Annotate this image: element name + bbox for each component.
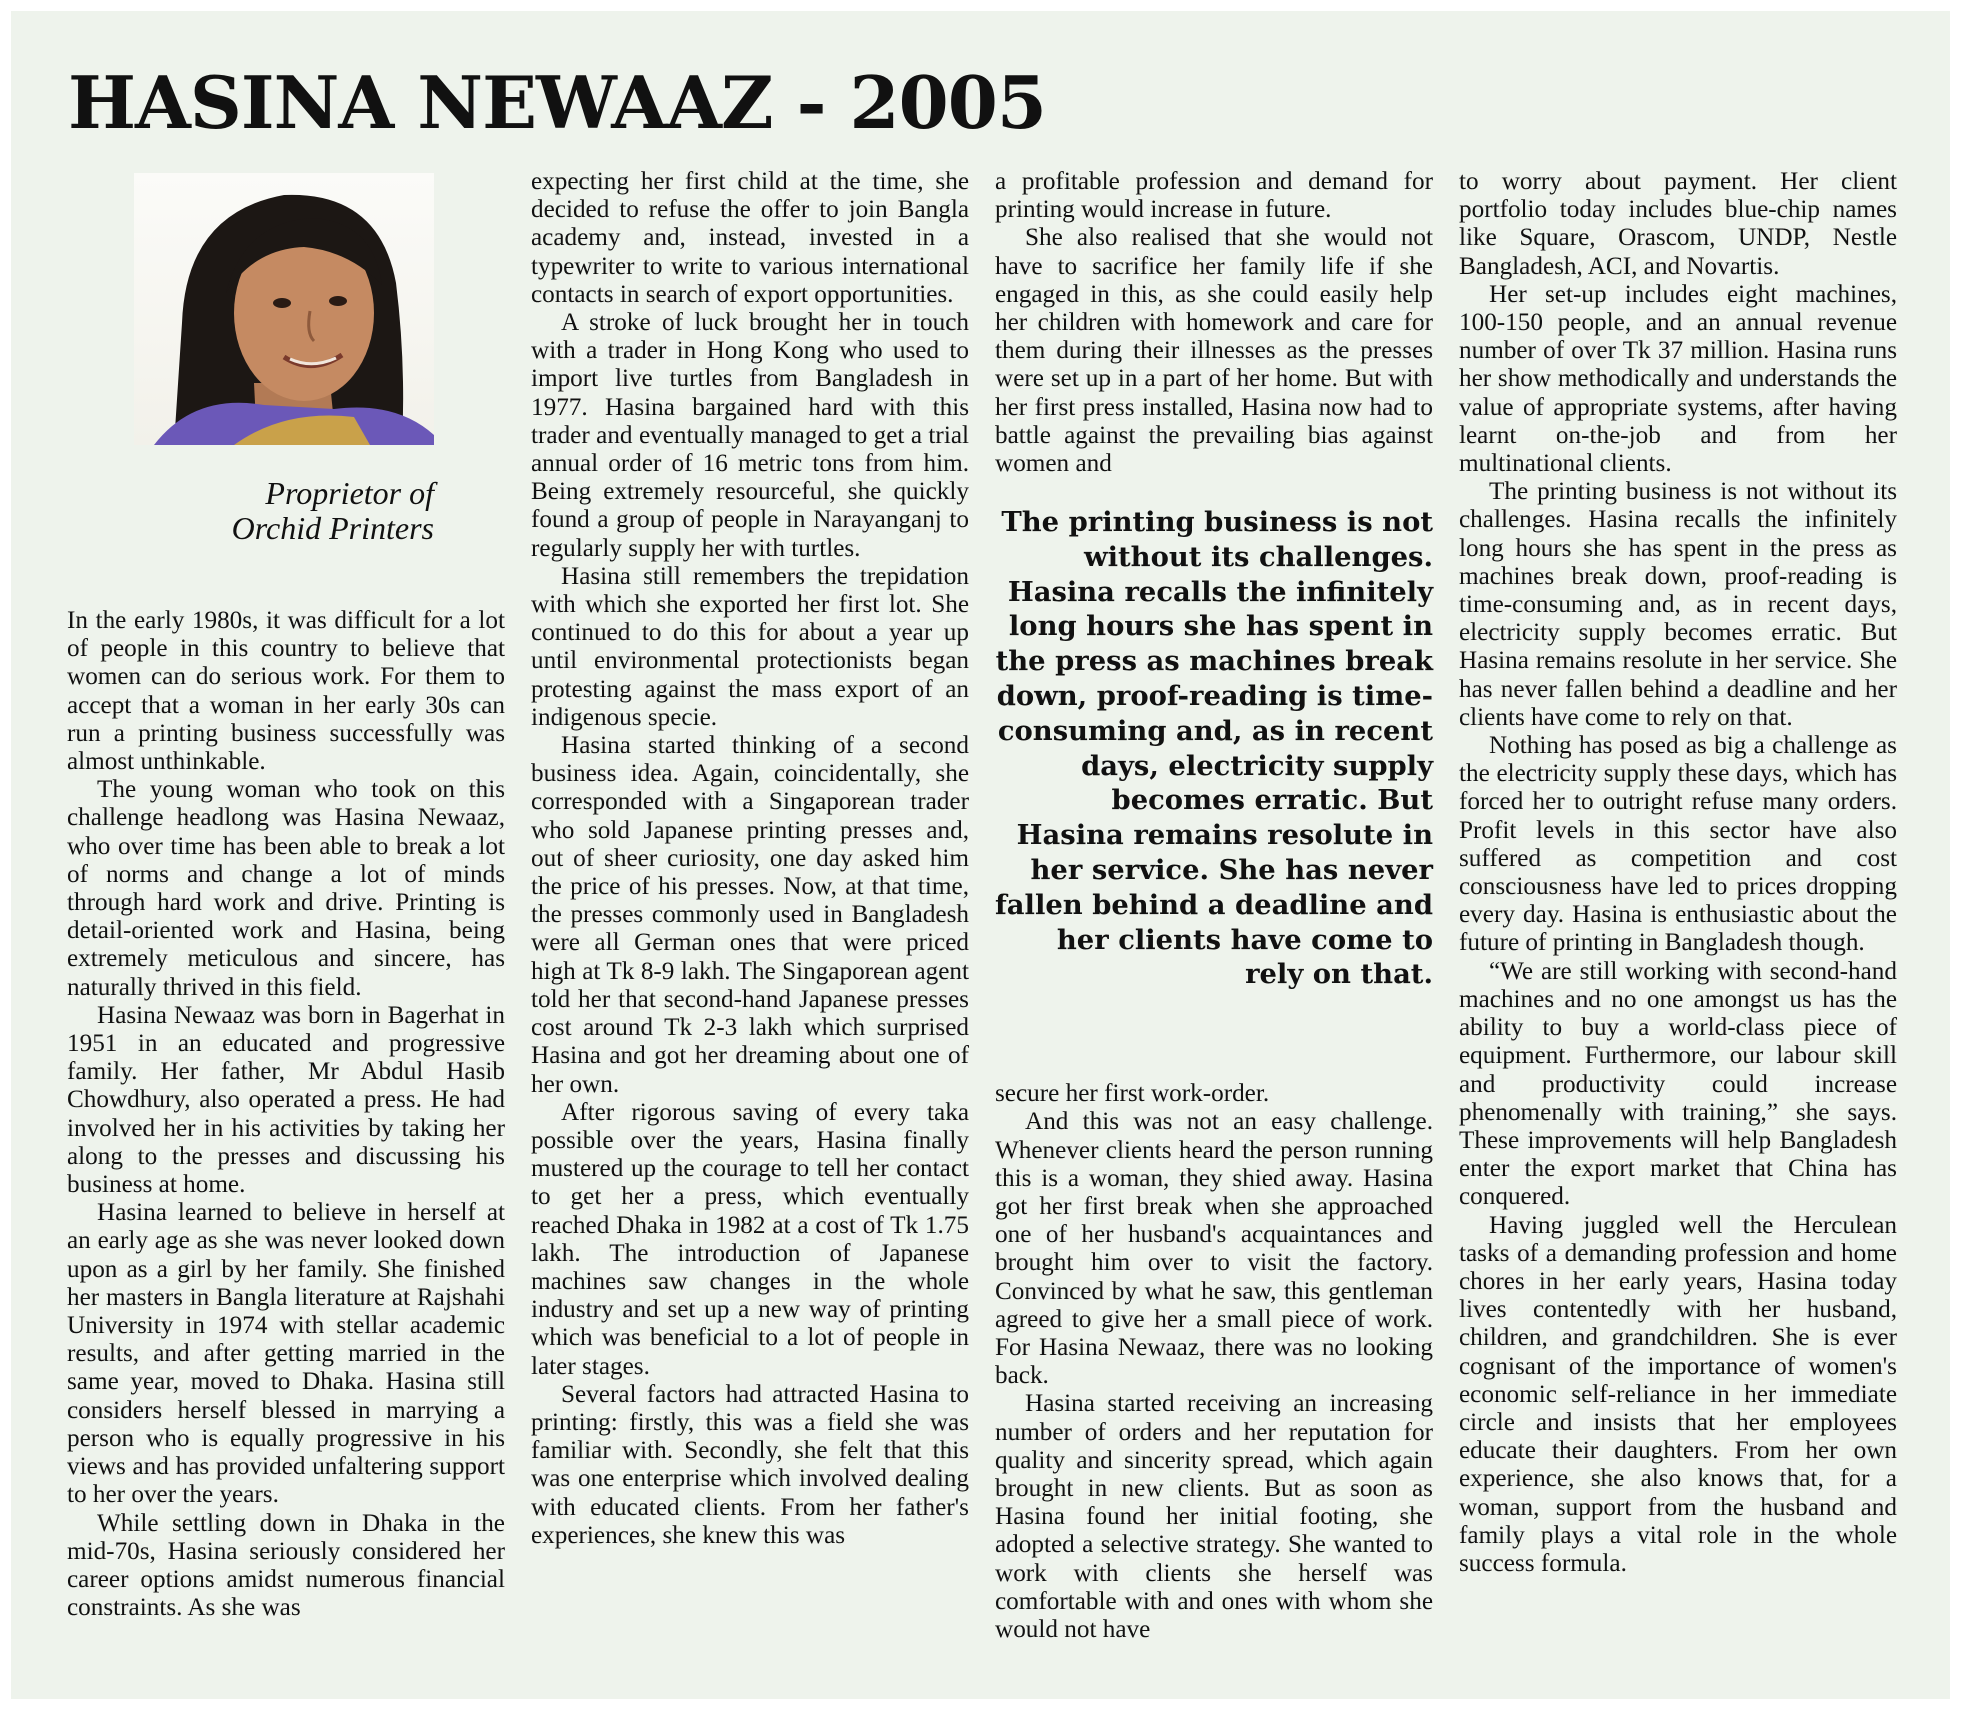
paragraph: Hasina still remembers the trepidation with which she exported her first lot. She continued to do this for about a year up until environmental protectionists began protesting against the mass export of an indigenous specie. (531, 562, 969, 731)
paragraph: She also realised that she would not have to sacrifice her family life if she engaged in this, as she could easily help her children with homework and care for them during their illnesses as the presses were set up in a part of her home. But with her first press installed, Hasina now had to battle against the prevailing bias against women and (995, 224, 1433, 478)
article-page (11, 11, 1950, 1699)
photo-caption (151, 476, 434, 546)
paragraph: “We are still working with second-hand machines and no one amongst us has the ability to buy a world-class piece of equipment. Furthermore, our labour skill and productivity could increase phenomenally with training,” she says. These improvements will help Bangladesh enter the export market that China has conquered. (1459, 957, 1897, 1211)
paragraph: Hasina Newaaz was born in Bagerhat in 1951 in an educated and progressive family. Her father, Mr Abdul Hasib Chowdhury, also operated a press. He had involved her in his activities by taking her along to the presses and discussing his business at home. (67, 1001, 505, 1199)
paragraph: Her set-up includes eight machines, 100-150 people, and an annual revenue number of over Tk 37 million. Hasina runs her show methodically and understands the value of appropriate systems, after having learnt on-the-job and from her multinational clients. (1459, 280, 1897, 478)
paragraph: Hasina learned to believe in herself at an early age as she was never looked down upon as a girl by her family. She finished her masters in Bangla literature at Rajshahi University in 1974 with stellar academic results, and after getting married in the same year, moved to Dhaka. Hasina still considers herself blessed in marrying a person who is equally progressive in his views and has provided unfaltering support to her over the years. (67, 1199, 505, 1509)
paragraph: Hasina started receiving an increasing number of orders and her reputation for quality and sincerity spread, which again brought in new clients. But as soon as Hasina found her initial footing, she adopted a selective strategy. She wanted to work with clients she herself was comfortable with and ones with whom she would not have (995, 1390, 1433, 1644)
paragraph: In the early 1980s, it was difficult for a lot of people in this country to believe that women can do serious work. For them to accept that a woman in her early 30s can run a printing business successfully was almost unthinkable. (67, 607, 505, 776)
pull-quote: The printing business is not without its challenges. Hasina recalls the infinitely long hours she has spent in the press as machines break down, proof-reading is time-consuming and, as in recent days, electricity supply becomes erratic. But Hasina remains resolute in her service. She has never fallen behind a deadline and her clients have come to rely on that. (995, 506, 1433, 991)
article-column-2 (531, 168, 969, 1550)
paragraph: to worry about payment. Her client portfolio today includes blue-chip names like Square, Orascom, UNDP, Nestle Bangladesh, ACI, and Novartis. (1459, 168, 1897, 280)
paragraph: Nothing has posed as big a challenge as the electricity supply these days, which has forced her to outright refuse many orders. Profit levels in this sector have also suffered as competition and cost consciousness have led to prices dropping every day. Hasina is enthusiastic about the future of printing in Bangladesh though. (1459, 732, 1897, 957)
article-column-1 (67, 607, 505, 1622)
caption-line-2: Orchid Printers (231, 510, 434, 546)
paragraph: The young woman who took on this challenge headlong was Hasina Newaaz, who over time has been able to break a lot of norms and change a lot of minds through hard work and drive. Printing is detail-oriented work and Hasina, being extremely meticulous and sincere, has naturally thrived in this field. (67, 776, 505, 1001)
paragraph: expecting her first child at the time, she decided to refuse the offer to join Bangla academy and, instead, invested in a typewriter to write to various international contacts in search of export opportunities. (531, 168, 969, 308)
paragraph: While settling down in Dhaka in the mid-70s, Hasina seriously considered her career options amidst numerous financial constraints. As she was (67, 1509, 505, 1622)
paragraph: A stroke of luck brought her in touch with a trader in Hong Kong who used to import live turtles from Bangladesh in 1977. Hasina bargained hard with this trader and eventually managed to get a trial annual order of 16 metric tons from him. Being extremely resourceful, she quickly found a group of people in Narayanganj to regularly supply her with turtles. (531, 309, 969, 562)
caption-line-1: Proprietor of (265, 475, 434, 511)
paragraph: a profitable profession and demand for printing would increase in future. (995, 168, 1433, 224)
paragraph: Having juggled well the Herculean tasks of a demanding profession and home chores in her early years, Hasina today lives contentedly with her husband, children, and grandchildren. She is ever cognisant of the importance of women's economic self-reliance in her immediate circle and insists that her employees educate their daughters. From her own experience, she also knows that, for a woman, support from the husband and family plays a vital role in the whole success formula. (1459, 1211, 1897, 1577)
paragraph: After rigorous saving of every taka possible over the years, Hasina finally mustered up the courage to tell her contact to get her a press, which eventually reached Dhaka in 1982 at a cost of Tk 1.75 lakh. The introduction of Japanese machines saw changes in the whole industry and set up a new way of printing which was beneficial to a lot of people in later stages. (531, 1098, 969, 1380)
paragraph: Hasina started thinking of a second business idea. Again, coincidentally, she corresponded with a Singaporean trader who sold Japanese printing presses and, out of sheer curiosity, one day asked him the price of his presses. Now, at that time, the presses commonly used in Bangladesh were all German ones that were priced high at Tk 8-9 lakh. The Singaporean agent told her that second-hand Japanese presses cost around Tk 2-3 lakh which surprised Hasina and got her dreaming about one of her own. (531, 732, 969, 1098)
headline: HASINA NEWAAZ - 2005 (68, 60, 1046, 145)
paragraph: Several factors had attracted Hasina to printing: firstly, this was a field she was familiar with. Secondly, she felt that this was one enterprise which involved dealing with educated clients. From her father's experiences, she knew this was (531, 1380, 969, 1549)
portrait-illustration (134, 173, 434, 445)
paragraph: The printing business is not without its challenges. Hasina recalls the infinitely long hours she has spent in the press as machines break down, proof-reading is time-consuming and, as in recent days, electricity supply becomes erratic. But Hasina remains resolute in her service. She has never fallen behind a deadline and her clients have come to rely on that. (1459, 478, 1897, 731)
paragraph: And this was not an easy challenge. Whenever clients heard the person running this is a woman, they shied away. Hasina got her first break when she approached one of her husband's acquaintances and brought him over to visit the factory. Convinced by what he saw, this gentleman agreed to give her a small piece of work. For Hasina Newaaz, there was no looking back. (995, 1108, 1433, 1390)
portrait-photo (134, 173, 434, 445)
article-column-4 (1459, 168, 1897, 1578)
paragraph: secure her first work-order. (995, 1080, 1270, 1108)
